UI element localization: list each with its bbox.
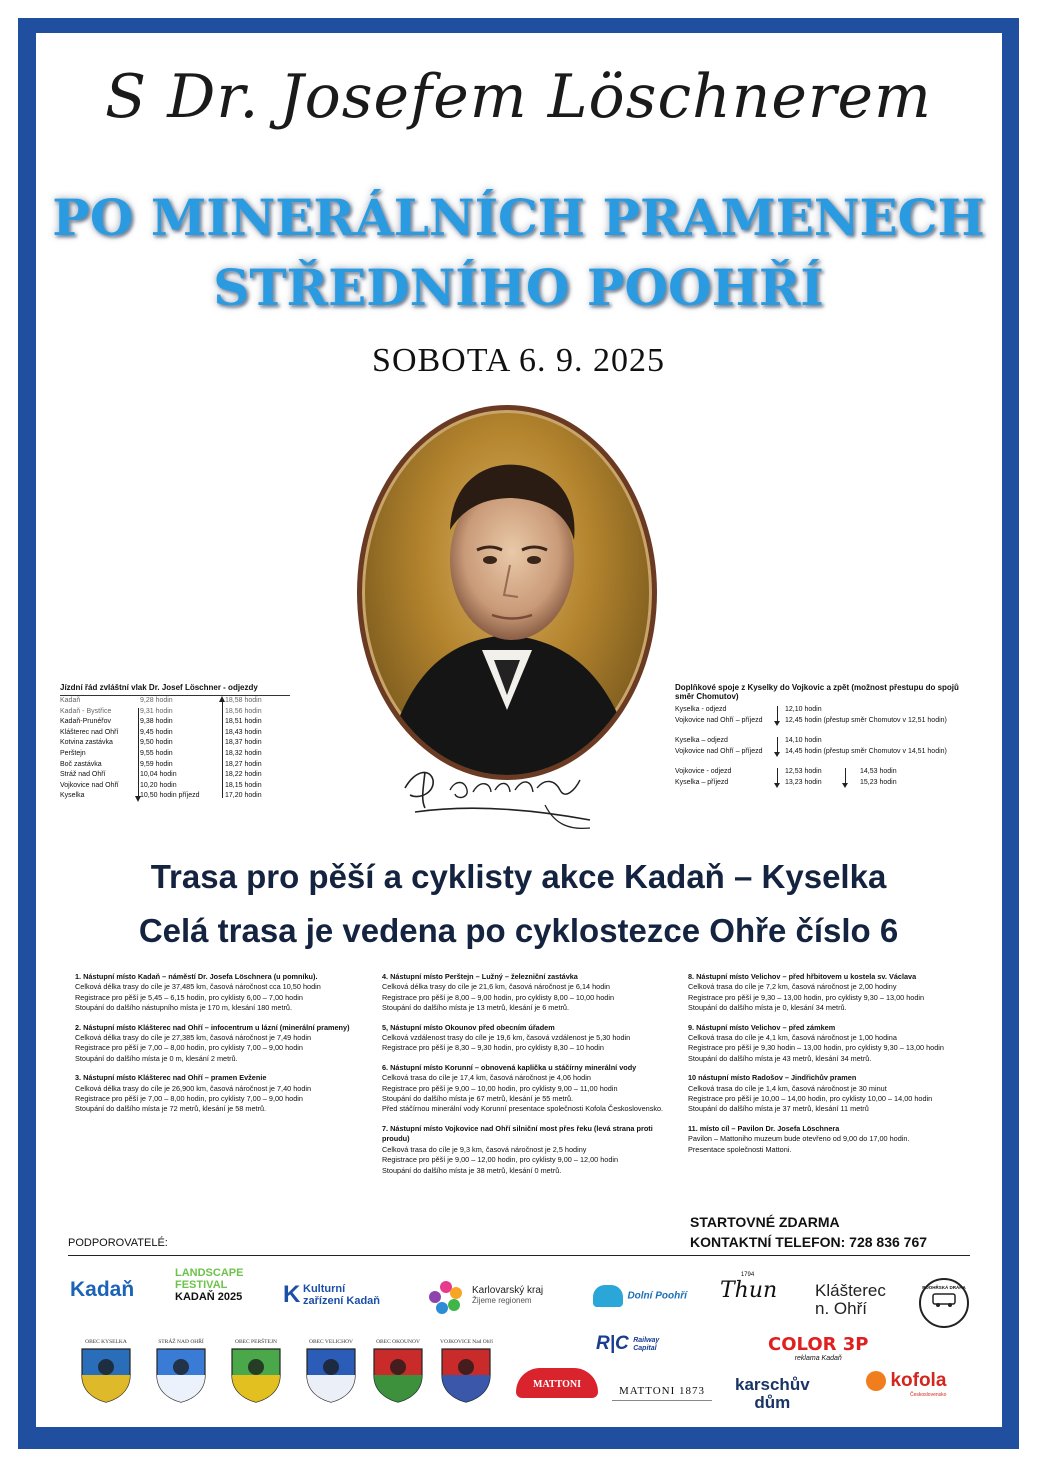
- station-name: Perštejn: [60, 749, 86, 757]
- logo-karschuv-line1: karschův: [735, 1375, 810, 1394]
- train-timetable-rows: [60, 695, 290, 802]
- timetable-row: [60, 791, 290, 802]
- coat-of-arms-icon: [372, 1345, 424, 1403]
- crest: [440, 1339, 492, 1408]
- stop-detail: Celková trasa do cíle je 9,3 km, časová náročnost je 2,5 hodiny: [382, 1144, 587, 1154]
- route-heading-1: Trasa pro pěší a cyklisty akce Kadaň – Kyselka: [150, 858, 887, 895]
- stop-detail: Registrace pro pěší je 9,00 – 12,00 hodin, pro cyklisty 9,00 – 12,00 hodin: [382, 1155, 619, 1165]
- departure-time: 9,38 hodin: [140, 718, 173, 726]
- stop-title: 10 nástupní místo Radošov – Jindřichův pramen: [688, 1073, 857, 1083]
- stop-title: 3. Nástupní místo Klášterec nad Ohří – pramen Evženie: [75, 1073, 267, 1083]
- stop-info: [382, 1063, 672, 1115]
- timetable-row: [60, 781, 290, 792]
- crest: [230, 1339, 282, 1408]
- timetable-row: [675, 705, 975, 716]
- time-alt: 14,53 hodin: [860, 768, 897, 776]
- stop-detail: Celková trasa do cíle je 7,2 km, časová náročnost je 2,00 hodiny: [688, 982, 897, 992]
- bus-timetable-rows: [675, 705, 975, 789]
- stops-column-3: [688, 972, 978, 1164]
- crest-label: OBEC OKOUNOV: [376, 1339, 420, 1345]
- divider: [68, 1255, 970, 1256]
- logo-color-3p: [768, 1334, 869, 1362]
- logo-mattoni-text: MATTONI: [533, 1379, 581, 1390]
- logo-kadan: Kadaň: [70, 1278, 135, 1301]
- stop-title: 2. Nástupní místo Klášterec nad Ohří – infocentrum u lázní (minerální prameny): [75, 1022, 350, 1032]
- return-time: 18,37 hodin: [225, 739, 262, 747]
- script-title: S Dr. Josefem Löschnerem: [105, 62, 932, 132]
- start-info: [690, 1212, 927, 1252]
- bus-timetable: [675, 683, 975, 799]
- logo-kv-line1: Karlovarský kraj: [472, 1285, 544, 1296]
- station-name: Kadaň-Prunéřov: [60, 718, 111, 726]
- station-name: Kyselka: [60, 792, 85, 800]
- coat-of-arms-icon: [80, 1345, 132, 1403]
- portrait-image: [357, 405, 657, 780]
- timetable-group: [675, 767, 975, 788]
- supporters-label: PODPOROVATELÉ:: [68, 1237, 168, 1249]
- train-timetable: [60, 683, 290, 802]
- return-time: 18,22 hodin: [225, 771, 262, 779]
- logo-kv-line2: Žijeme regionem: [472, 1296, 532, 1305]
- station-name: Vojkovice - odjezd: [675, 768, 732, 776]
- coat-of-arms-icon: [440, 1345, 492, 1403]
- crest-label: VOJKOVICE Nad Ohří: [440, 1339, 493, 1345]
- logo-color-text: COLOR 3P: [768, 1334, 869, 1355]
- crest-label: OBEC KYSELKA: [85, 1339, 127, 1345]
- stop-detail: Celková trasa do cíle je 4,1 km, časová náročnost je 1,00 hodina: [688, 1033, 897, 1043]
- station-name: Kyselka - odjezd: [675, 706, 727, 713]
- stop-info: [688, 972, 978, 1014]
- return-time: 18,56 hodin: [225, 707, 262, 715]
- logo-karschuv-line2: dům: [754, 1393, 791, 1412]
- return-time: 18,58 hodin: [225, 697, 262, 704]
- portrait-illustration: [362, 410, 652, 775]
- stop-detail: Stoupání do dalšího místa je 0 m, klesání 2 metrů.: [75, 1053, 238, 1063]
- logo-landscape-festival: [175, 1267, 243, 1303]
- stop-detail: Celková délka trasy do cíle je 26,900 km, časová náročnost je 7,40 hodin: [75, 1083, 312, 1093]
- stop-info: [382, 1023, 672, 1054]
- return-time: 18,27 hodin: [225, 760, 262, 768]
- stop-detail: Registrace pro pěší je 8,30 – 9,30 hodin, pro cyklisty 8,30 – 10 hodin: [382, 1043, 604, 1053]
- time-alt: 15,23 hodin: [860, 778, 897, 786]
- logo-mattoni: [516, 1368, 598, 1398]
- logo-thun-text: Thun: [720, 1278, 778, 1303]
- return-time: 18,51 hodin: [225, 718, 262, 726]
- coat-of-arms-icon: [230, 1345, 282, 1403]
- flower-icon: [428, 1279, 464, 1315]
- station-name: Stráž nad Ohří: [60, 771, 106, 779]
- stop-info: [75, 1023, 365, 1065]
- logo-landscape-line2: FESTIVAL: [175, 1279, 228, 1291]
- stop-detail: Celková délka trasy do cíle je 27,385 km, časová náročnost je 7,49 hodin: [75, 1033, 312, 1043]
- timetable-row: [60, 749, 290, 760]
- timetable-row: [60, 696, 290, 707]
- stop-detail: Registrace pro pěší je 8,00 – 9,00 hodin, pro cyklisty 8,00 – 10,00 hodin: [382, 992, 615, 1002]
- stop-detail: Stoupání do dalšího místa je 43 metrů, klesání 34 metrů.: [688, 1053, 872, 1063]
- train-timetable-title: Jízdní řád zvláštní vlak Dr. Josef Löschner - odjezdy: [60, 683, 258, 692]
- station-name: Vojkovice nad Ohří: [60, 781, 119, 789]
- logo-klasterec: [815, 1282, 886, 1318]
- stop-info: [688, 1023, 978, 1065]
- departure-time: 9,50 hodin: [140, 739, 173, 747]
- logo-rc-text: Railway Capital: [633, 1336, 660, 1352]
- return-time: 18,15 hodin: [225, 781, 262, 789]
- logo-klasterec-line1: Klášterec: [815, 1281, 886, 1300]
- crest: [155, 1339, 207, 1408]
- crest-label: STRÁŽ NAD OHŘÍ: [158, 1339, 204, 1345]
- stop-detail: Stoupání do dalšího místa je 72 metrů, klesání je 58 metrů.: [75, 1104, 267, 1114]
- timetable-row: [60, 707, 290, 718]
- logo-thun-year: 1794: [740, 1272, 755, 1278]
- down-arrow-icon: [777, 737, 778, 754]
- station-name: Kadaň: [60, 697, 81, 704]
- stop-detail: Stoupání do dalšího místa je 67 metrů, klesání je 55 metrů.: [382, 1094, 574, 1104]
- stop-detail: Registrace pro pěší je 7,00 – 8,00 hodin, pro cyklisty 7,00 – 9,00 hodin: [75, 1043, 303, 1053]
- coat-of-arms-icon: [155, 1345, 207, 1403]
- stop-info: [75, 1073, 365, 1115]
- station-name: Kadaň - Bystřice: [60, 707, 112, 715]
- timetable-row: [675, 716, 975, 727]
- start-free-text: STARTOVNÉ ZDARMA: [690, 1214, 840, 1230]
- station-name: Kyselka – odjezd: [675, 737, 728, 745]
- timetable-group: [675, 736, 975, 757]
- k-mark-icon: K: [283, 1281, 301, 1308]
- down-arrow-icon: [777, 768, 778, 785]
- timetable-row: [60, 717, 290, 728]
- return-time: 18,32 hodin: [225, 749, 262, 757]
- time: 12,45 hodin (přestup směr Chomutov v 12,51 hodin): [785, 716, 947, 724]
- departure-time: 10,20 hodin: [140, 781, 177, 789]
- stop-info: [382, 1124, 672, 1176]
- stop-detail: Registrace pro pěší je 10,00 – 14,00 hodin, pro cyklisty 10,00 – 14,00 hodin: [688, 1094, 933, 1104]
- crest: [80, 1339, 132, 1408]
- stop-detail: Stoupání do dalšího nástupního místa je 170 m, klesání 180 metrů.: [75, 1003, 293, 1013]
- station-name: Klášterec nad Ohří: [60, 728, 119, 736]
- stops-column-1: [75, 972, 365, 1124]
- stop-detail: Stoupání do dalšího místa je 13 metrů, klesání je 6 metrů.: [382, 1003, 569, 1013]
- time: 13,23 hodin: [785, 778, 822, 786]
- logo-rc-mark: R|C: [596, 1333, 629, 1354]
- stop-detail: Celková trasa do cíle je 17,4 km, časová náročnost je 4,06 hodin: [382, 1073, 591, 1083]
- crest: [305, 1339, 357, 1408]
- logo-color-sub: reklama Kadaň: [794, 1355, 842, 1362]
- down-arrow-icon: [777, 706, 778, 723]
- stop-detail: Celková délka trasy do cíle je 21,6 km, časová náročnost je 6,14 hodin: [382, 982, 610, 992]
- logo-kofola: [866, 1370, 946, 1398]
- down-arrow-icon: [845, 768, 846, 785]
- stop-detail: Stoupání do dalšího místa je 38 metrů, klesání 0 metrů.: [382, 1165, 562, 1175]
- timetable-row: [60, 738, 290, 749]
- down-arrow-icon: [138, 708, 139, 798]
- route-heading-2: Celá trasa je vedena po cyklostezce Ohře číslo 6: [138, 912, 899, 949]
- crest: [372, 1339, 424, 1408]
- logo-draha-text: POOHŘSKÁ DRÁHA: [922, 1285, 966, 1290]
- stop-detail: Celková trasa do cíle je 1,4 km, časová náročnost je 30 minut: [688, 1083, 887, 1093]
- departure-time: 9,45 hodin: [140, 728, 173, 736]
- stop-detail: Celková vzdálenost trasy do cíle je 19,6 km, časová vzdálenost je 5,30 hodin: [382, 1033, 631, 1043]
- stop-detail: Stoupání do dalšího místa je 37 metrů, klesání 11 metrů: [688, 1104, 869, 1114]
- coat-of-arms-icon: [305, 1345, 357, 1403]
- timetable-row: [675, 767, 975, 778]
- station-name: Vojkovice nad Ohří – příjezd: [675, 716, 763, 724]
- logo-kulturni-zarizeni: [285, 1283, 380, 1307]
- time: 14,45 hodin (přestup směr Chomutov v 14,51 hodin): [785, 747, 947, 755]
- timetable-row: [675, 747, 975, 758]
- stop-title: 8. Nástupní místo Velichov – před hřbitovem u kostela sv. Václava: [688, 972, 917, 981]
- station-name: Kyselka – příjezd: [675, 778, 729, 786]
- stop-title: 7. Nástupní místo Vojkovice nad Ohří silniční most přes řeku (levá strana proti proudu): [382, 1123, 653, 1144]
- time: 12,10 hodin: [785, 706, 822, 713]
- logo-kulturni-line2: zařízení Kadaň: [303, 1295, 381, 1307]
- timetable-row: [60, 770, 290, 781]
- logo-karlovarsky-kraj: [428, 1279, 578, 1305]
- stop-detail: Celková délka trasy do cíle je 37,485 km, časová náročnost cca 10,50 hodin: [75, 982, 321, 992]
- stop-title: 6. Nástupní místo Korunní – obnovená kaplička u stáčírny minerální vody: [382, 1062, 637, 1072]
- return-time: 18,43 hodin: [225, 728, 262, 736]
- stop-title: 4. Nástupní místo Perštejn – Lužný – železniční zastávka: [382, 972, 578, 981]
- departure-time: 9,28 hodin: [140, 697, 173, 704]
- stop-detail: Před stáčírnou minerální vody Korunní presentace společnosti Kofola Československo.: [382, 1104, 664, 1114]
- title-line-1: PO MINERÁLNÍCH PRAMENECH: [52, 188, 985, 247]
- logo-kofola-sub: Československo: [910, 1392, 947, 1398]
- logo-railway-capital: [596, 1333, 683, 1355]
- station-name: Vojkovice nad Ohří – příjezd: [675, 747, 763, 755]
- departure-time: 10,50 hodin příjezd: [140, 792, 200, 800]
- departure-time: 10,04 hodin: [140, 771, 177, 779]
- wave-icon: [593, 1285, 623, 1307]
- stop-info: [382, 972, 672, 1014]
- stop-detail: Presentace společnosti Mattoni.: [688, 1144, 792, 1154]
- timetable-row: [60, 728, 290, 739]
- signature: [395, 750, 600, 835]
- stop-title: 11. místo cíl – Pavilon Dr. Josefa Löschnera: [688, 1123, 840, 1133]
- bus-timetable-title: Doplňkové spoje z Kyselky do Vojkovic a zpět (možnost přestupu do spojů směr Chomutov): [675, 683, 959, 701]
- logo-kofola-text: kofola: [890, 1370, 947, 1391]
- heart-icon: [866, 1371, 886, 1391]
- title-line-2: STŘEDNÍHO POOHŘÍ: [213, 258, 824, 317]
- logo-klasterec-line2: n. Ohří: [815, 1299, 867, 1318]
- stop-title: 1. Nástupní místo Kadaň – náměstí Dr. Josefa Löschnera (u pomníku).: [75, 972, 318, 981]
- logo-karschuv-dum: [735, 1376, 810, 1412]
- departure-time: 9,59 hodin: [140, 760, 173, 768]
- timetable-row: [675, 778, 975, 789]
- stops-column-2: [382, 972, 672, 1185]
- up-arrow-icon: [222, 700, 223, 798]
- timetable-row: [60, 760, 290, 771]
- departure-time: 9,31 hodin: [140, 707, 173, 715]
- time: 12,53 hodin: [785, 768, 822, 776]
- logo-thun: [720, 1272, 778, 1303]
- crest-label: OBEC VELICHOV: [308, 1339, 354, 1345]
- crest-label: OBEC PERŠTEJN: [234, 1339, 278, 1345]
- stop-detail: Registrace pro pěší je 5,45 – 6,15 hodin, pro cyklisty 6,00 – 7,00 hodin: [75, 992, 303, 1002]
- timetable-row: [675, 736, 975, 747]
- stop-detail: Registrace pro pěší je 9,30 hodin – 13,00 hodin, pro cyklisty 9,30 – 13,00 hodin: [688, 1043, 944, 1053]
- stop-detail: Registrace pro pěší je 7,00 – 8,00 hodin, pro cyklisty 7,00 – 9,00 hodin: [75, 1094, 303, 1104]
- stop-detail: Registrace pro pěší je 9,30 – 13,00 hodin, pro cyklisty 9,30 – 13,00 hodin: [688, 992, 925, 1002]
- station-name: Boč zastávka: [60, 760, 102, 768]
- stop-title: 5, Nástupní místo Okounov před obecním úřadem: [382, 1022, 555, 1032]
- logo-dolni-poohri: [593, 1285, 687, 1307]
- stop-detail: Stoupání do dalšího místa je 0, klesání 34 metrů.: [688, 1003, 847, 1013]
- logo-landscape-line1: LANDSCAPE: [175, 1267, 244, 1279]
- departure-time: 9,55 hodin: [140, 749, 173, 757]
- stop-info: [75, 972, 365, 1014]
- logo-poohrska-draha: [919, 1278, 969, 1328]
- return-time: 17,20 hodin: [225, 792, 262, 800]
- stop-detail: Registrace pro pěší je 9,00 – 10,00 hodin, pro cyklisty 9,00 – 11,00 hodin: [382, 1083, 618, 1093]
- timetable-group: [675, 705, 975, 726]
- logo-kulturni-line1: Kulturní: [303, 1283, 346, 1295]
- stop-info: [688, 1073, 978, 1115]
- station-name: Kotvina zastávka: [60, 739, 113, 747]
- event-date: SOBOTA 6. 9. 2025: [372, 342, 665, 379]
- time: 14,10 hodin: [785, 737, 822, 745]
- stop-detail: Pavilon – Mattoniho muzeum bude otevřeno od 9,00 do 17,00 hodin.: [688, 1134, 910, 1144]
- logo-dolni-text: Dolní Poohří: [627, 1290, 687, 1302]
- stop-title: 9. Nástupní místo Velichov – před zámkem: [688, 1022, 836, 1032]
- logo-landscape-line3: KADAŇ 2025: [175, 1291, 243, 1303]
- logo-mattoni-1873: MATTONI 1873: [612, 1385, 712, 1401]
- stop-info: [688, 1124, 978, 1155]
- train-icon: [931, 1290, 957, 1308]
- contact-phone: KONTAKTNÍ TELEFON: 728 836 767: [690, 1234, 928, 1250]
